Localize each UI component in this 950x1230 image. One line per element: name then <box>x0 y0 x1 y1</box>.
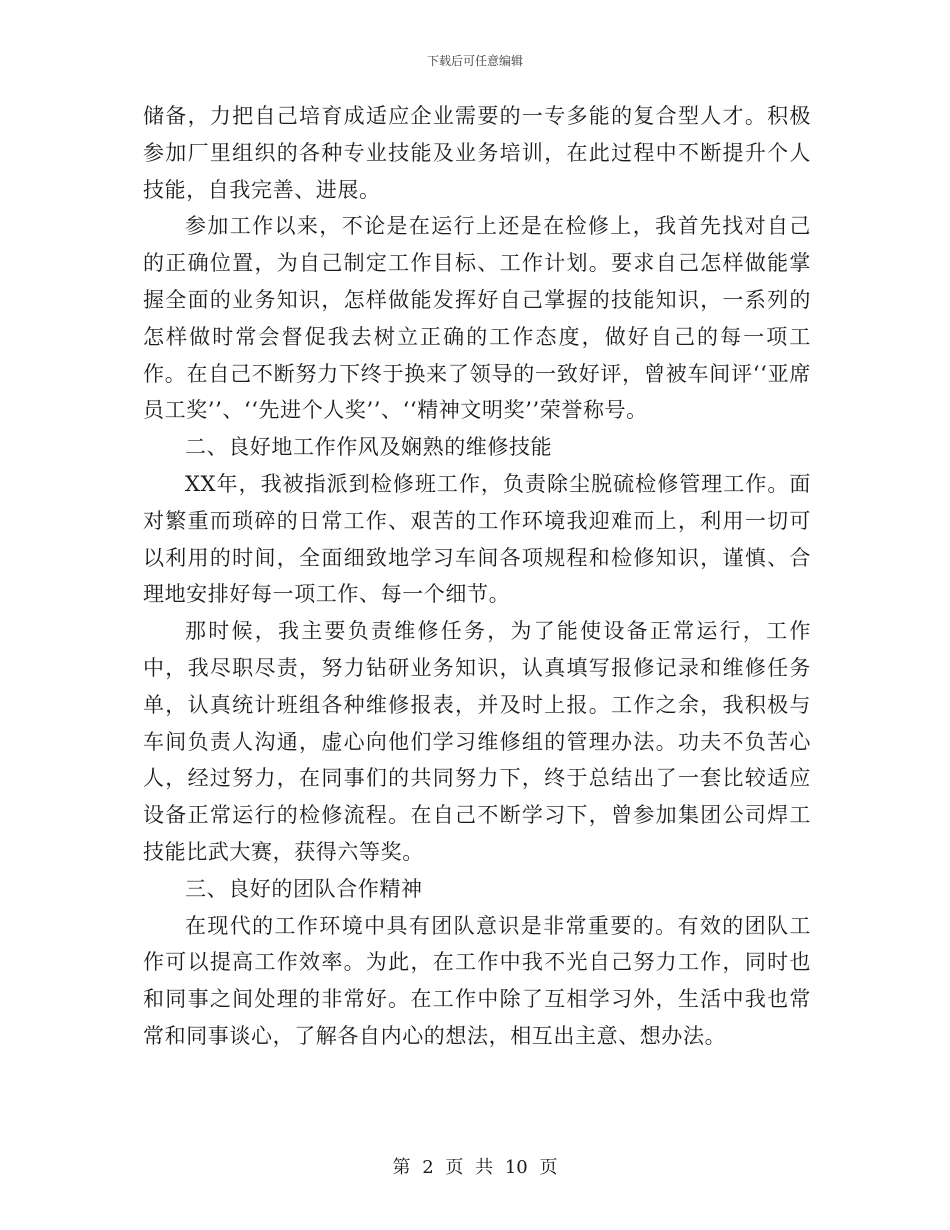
page-number: 第 2 页 共 10 页 <box>392 1157 558 1178</box>
paragraph-1: 储备，力把自己培育成适应企业需要的一专多能的复合型人才。积极参加厂里组织的各种专业技能及业务培训，在此过程中不断提升个人技能，自我完善、进展。 <box>143 104 811 202</box>
document-body <box>143 98 811 1055</box>
paragraph-5: 在现代的工作环境中具有团队意识是非常重要的。有效的团队工作可以提高工作效率。为此，在工作中我不光自己努力工作，同时也和同事之间处理的非常好。在工作中除了互相学习外，生活中我也常常和同事谈心，了解各自内心的想法，相互出主意、想办法。 <box>143 913 811 1048</box>
section-heading-2: 二、良好地工作作风及娴熟的维修技能 <box>185 435 553 460</box>
page-header: 下载后可任意编辑 <box>426 54 523 68</box>
section-heading-3: 三、良好的团队合作精神 <box>185 876 423 901</box>
paragraph-3: XX年，我被指派到检修班工作，负责除尘脱硫检修管理工作。面对繁重而琐碎的日常工作、艰苦的工作环境我迎难而上，利用一切可以利用的时间，全面细致地学习车间各项规程和检修知识，谨慎、合理地安排好每一项工作、每一个细节。 <box>143 471 811 607</box>
paragraph-4: 那时候，我主要负责维修任务，为了能使设备正常运行，工作中，我尽职尽责，努力钻研业务知识，认真填写报修记录和维修任务单，认真统计班组各种维修报表，并及时上报。工作之余，我积极与车间负责人沟通，虚心向他们学习维修组的管理办法。功夫不负苦心人，经过努力，在同事们的共同努力下，终于总结出了一套比较适应设备正常运行的检修流程。在自己不断学习下，曾参加集团公司焊工技能比武大赛，获得六等奖。 <box>143 619 811 864</box>
paragraph-2: 参加工作以来，不论是在运行上还是在检修上，我首先找对自己的正确位置，为自己制定工作目标、工作计划。要求自己怎样做能掌握全面的业务知识，怎样做能发挥好自己掌握的技能知识，一系列的怎样做时常会督促我去树立正确的工作态度，做好自己的每一项工作。在自己不断努力下终于换来了领导的一致好评，曾被车间评‘‘亚席员工奖’’、‘‘先进个人奖’’、‘‘精神文明奖’’荣誉称号。 <box>143 214 811 423</box>
